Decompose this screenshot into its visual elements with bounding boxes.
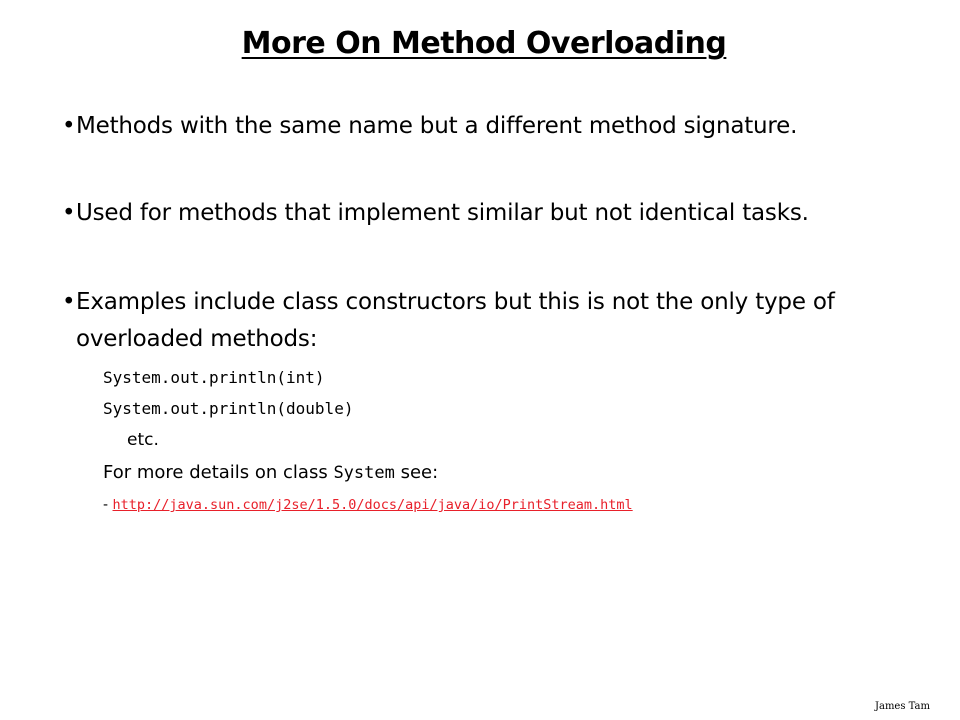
bullet-marker: • (62, 113, 76, 139)
slide-title: More On Method Overloading (241, 26, 727, 61)
code-line-println-int: System.out.println(int) (103, 368, 325, 387)
bullet-text: Used for methods that implement similar but not identical tasks. (76, 200, 809, 226)
link-dash: - (103, 497, 113, 513)
details-class-name: System (333, 463, 395, 483)
details-suffix: see: (394, 462, 439, 483)
author-footer: James Tam (874, 701, 930, 712)
bullet-marker: • (62, 289, 76, 315)
code-line-println-double: System.out.println(double) (103, 399, 354, 418)
bullet-text: Methods with the same name but a different method signature. (76, 113, 798, 139)
bullet-item (62, 195, 916, 232)
etc-text: etc. (127, 430, 159, 450)
bullet-item (62, 284, 916, 358)
details-prefix: For more details on class (103, 462, 334, 483)
details-text (103, 462, 438, 483)
bullet-item (62, 108, 916, 145)
reference-link-line (103, 497, 633, 513)
bullet-marker: • (62, 200, 76, 226)
bullet-text: Examples include class constructors but this is not the only type of overloaded methods: (76, 289, 835, 352)
printstream-doc-link[interactable]: http://java.sun.com/j2se/1.5.0/docs/api/java/io/PrintStream.html (112, 497, 633, 513)
